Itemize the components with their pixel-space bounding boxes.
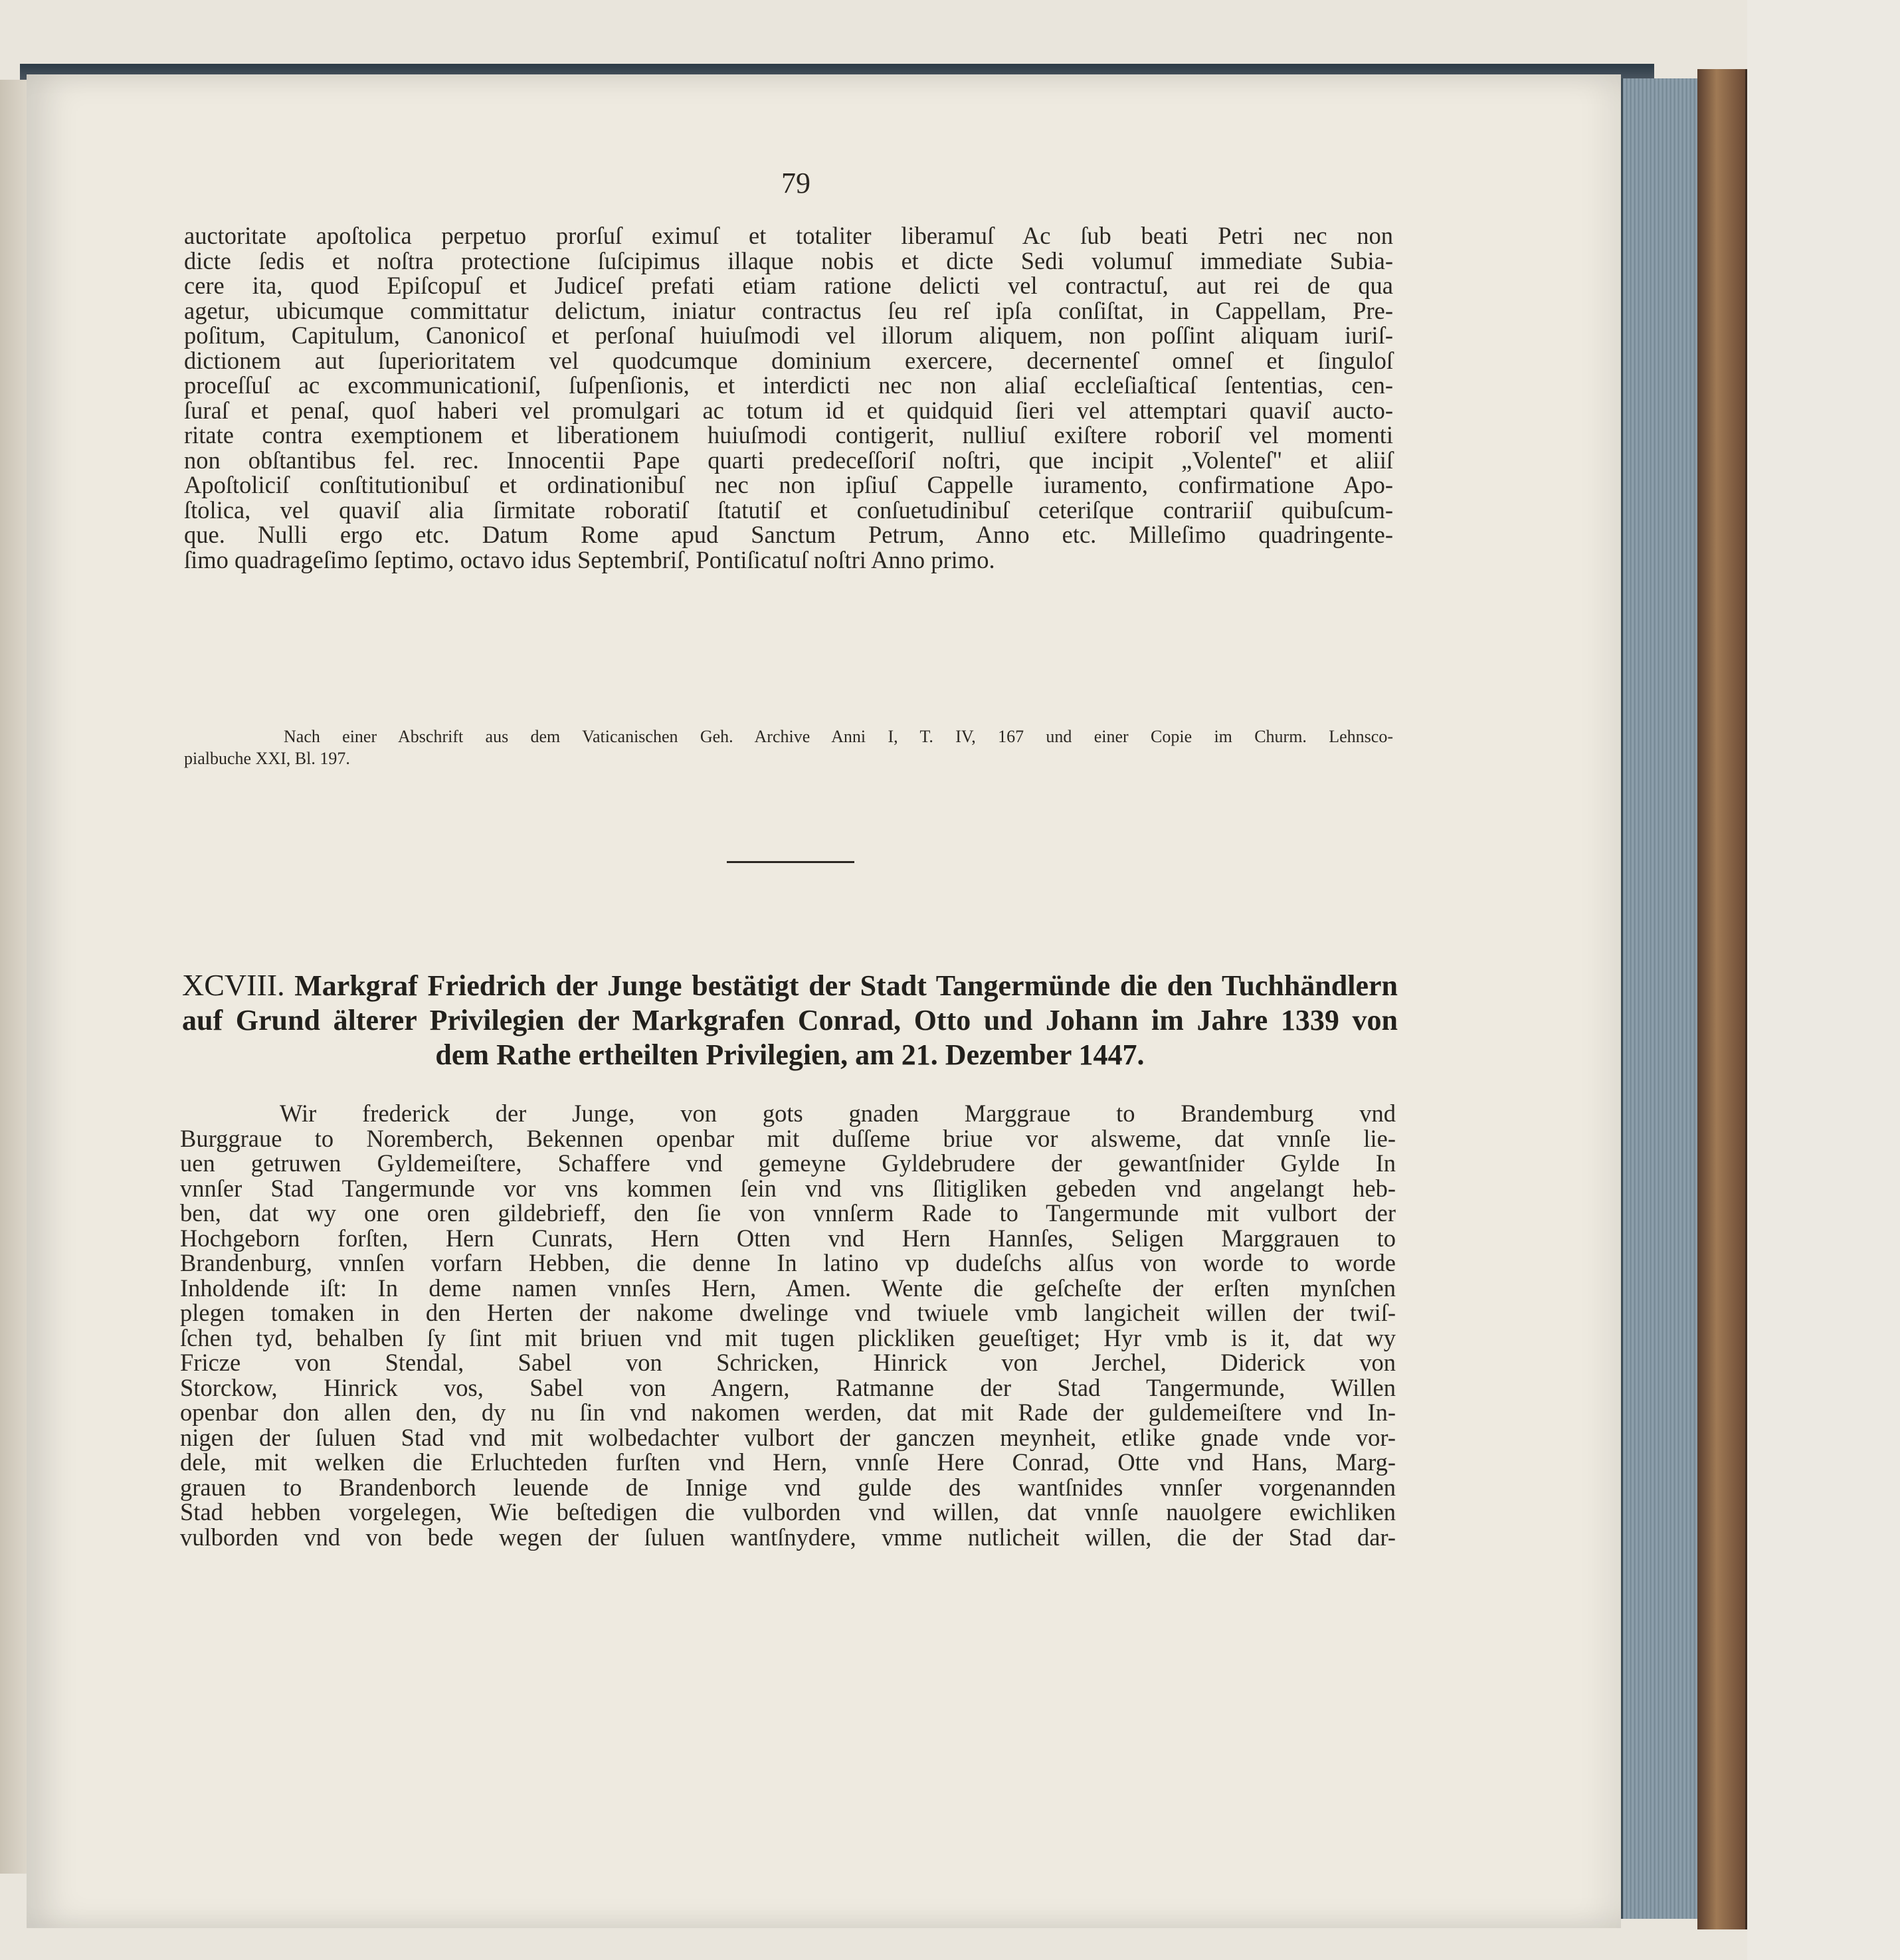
book-cover-edge	[1697, 69, 1747, 1929]
document-heading	[182, 968, 1398, 1072]
text-line: cere ita, quod Epiſcopuſ et Judiceſ prefati etiam ratione delicti vel contractuſ, aut rei de qua	[184, 272, 1393, 299]
text-line: grauen to Brandenborch leuende de Innige vnd gulde des wantſnides vnnſer vorgenannden	[180, 1473, 1396, 1501]
text-line: plegen tomaken in den Herten der nakome dwelinge vnd twiuele vmb langicheit willen der twiſ-	[180, 1299, 1396, 1326]
text-line: agetur, ubicumque committatur delictum, iniatur contractus ſeu reſ ipſa conſiſtat, in Cappellam, Pre-	[184, 296, 1393, 324]
text-line: auctoritate apoſtolica perpetuo prorſuſ eximuſ et totaliter liberamuſ Ac ſub beati Petri nec non	[184, 222, 1393, 249]
page-number: 79	[781, 167, 810, 199]
text-line: Hochgeborn forſten, Hern Cunrats, Hern Otten vnd Hern Hannſes, Seligen Marggrauen to	[180, 1224, 1396, 1252]
text-line: Stad hebben vorgelegen, Wie beſtedigen die vulborden vnd willen, dat vnnſe nauolgere ewichliken	[180, 1498, 1396, 1525]
background	[1747, 0, 1900, 1960]
text-line: poſitum, Capitulum, Canonicoſ et perſonaſ huiuſmodi vel illorum aliquem, non poſſint aliquam iuriſ-	[184, 322, 1393, 349]
heading-line-3: dem Rathe ertheilten Privilegien, am 21. Dezember 1447.	[435, 1038, 1145, 1071]
page-block-edge	[1621, 78, 1699, 1919]
text-line: Wir frederick der Junge, von gots gnaden Marggraue to Brandemburg vnd	[280, 1100, 1396, 1127]
text-line: Brandenburg, vnnſen vorfarn Hebben, die denne In latino vp dudeſchs alſus von worde to worde	[180, 1249, 1396, 1276]
latin-text-block	[184, 223, 1393, 572]
text-line: ſtolica, vel quaviſ alia ſirmitate roboratiſ ſtatutiſ et conſuetudinibuſ ceteriſque contrariiſ quibuſcum-	[184, 496, 1393, 524]
text-line: ritate contra exemptionem et liberationem huiuſmodi contigerit, nulliuſ exiſtere roboriſ vel momenti	[184, 421, 1393, 448]
text-line: non obſtantibus fel. rec. Innocentii Pape quarti predeceſſoriſ noſtri, que incipit „Volenteſ" et aliiſ	[184, 446, 1393, 474]
text-line: ſuraſ et penaſ, quoſ haberi vel promulgari ac totum id et quidquid ſieri vel attemptari quaviſ aucto-	[184, 396, 1393, 424]
text-line: que. Nulli ergo etc. Datum Rome apud Sanctum Petrum, Anno etc. Milleſimo quadringente-	[184, 521, 1393, 548]
heading-line-1	[182, 968, 1398, 1003]
source-note-line: pialbuche XXI, Bl. 197.	[184, 749, 350, 768]
text-line: vnnſer Stad Tangermunde vor vns kommen ſein vnd vns ſlitigliken gebeden vnd angelangt heb-	[180, 1174, 1396, 1202]
text-line: ſchen tyd, behalben ſy ſint mit briuen vnd mit tugen plickliken geueſtiget; Hyr vmb is it, dat wy	[180, 1323, 1396, 1351]
document-number: XCVIII.	[182, 968, 285, 1002]
text-line: dicte ſedis et noſtra protectione ſuſcipimus illaque nobis et dicte Sedi volumuſ immediate Subia-	[184, 246, 1393, 274]
text-line: vulborden vnd von bede wegen der ſuluen wantſnydere, vmme nutlicheit willen, die der Stad dar-	[180, 1523, 1396, 1551]
german-text-block	[180, 1101, 1396, 1549]
text-line: Apoſtoliciſ conſtitutionibuſ et ordinationibuſ nec non ipſiuſ Cappelle iuramento, confirmatione Apo-	[184, 471, 1393, 498]
text-line: openbar don allen den, dy nu ſin vnd nakomen werden, dat mit Rade der guldemeiſtere vnd In-	[180, 1399, 1396, 1426]
heading-line-2: auf Grund älterer Privilegien der Markgrafen Conrad, Otto und Johann im Jahre 1339 von	[182, 1004, 1398, 1036]
text-line: Inholdende iſt: In deme namen vnnſes Hern, Amen. Wente die geſcheſte der erſten mynſchen	[180, 1274, 1396, 1302]
text-line: nigen der ſuluen Stad vnd mit wolbedachter vulbort der ganczen meynheit, etlike gnade vnde vor-	[180, 1423, 1396, 1451]
text-line: proceſſuſ ac excommunicationiſ, ſuſpenſionis, et interdicti nec non aliaſ eccleſiaſticaſ ſententias, cen-	[184, 371, 1393, 399]
text-line: Storckow, Hinrick vos, Sabel von Angern, Ratmanne der Stad Tangermunde, Willen	[180, 1373, 1396, 1401]
text-line: ſimo quadrageſimo ſeptimo, octavo idus Septembriſ, Pontiſicatuſ noſtri Anno primo.	[184, 545, 995, 573]
text-line: Fricze von Stendal, Sabel von Schricken, Hinrick von Jerchel, Diderick von	[180, 1349, 1396, 1376]
text-line: Burggraue to Noremberch, Bekennen openbar mit duſſeme briue vor alsweme, dat vnnſe lie-	[180, 1124, 1396, 1152]
text-line: ben, dat wy one oren gildebrieff, den ſie von vnnſerm Rade to Tangermunde mit vulbort der	[180, 1199, 1396, 1226]
source-note-line: Nach einer Abschrift aus dem Vaticanischen Geh. Archive Anni I, T. IV, 167 und einer Copie im Churm. Lehnsco-	[284, 727, 1393, 746]
text-line: dictionem aut ſuperioritatem vel quodcumque dominium exercere, decernenteſ omneſ et ſinguloſ	[184, 346, 1393, 374]
section-divider	[727, 861, 854, 863]
text-line: dele, mit welken die Erluchteden furſten vnd Hern, vnnſe Here Conrad, Otte vnd Hans, Marg-	[180, 1448, 1396, 1476]
previous-page-edge	[0, 80, 27, 1874]
text-line: uen getruwen Gyldemeiſtere, Schaffere vnd gemeyne Gyldebrudere der gewantſnider Gylde In	[180, 1149, 1396, 1177]
source-note	[184, 726, 1393, 769]
heading-text: Markgraf Friedrich der Junge bestätigt der Stadt Tangermünde die den Tuchhändlern	[294, 969, 1398, 1002]
